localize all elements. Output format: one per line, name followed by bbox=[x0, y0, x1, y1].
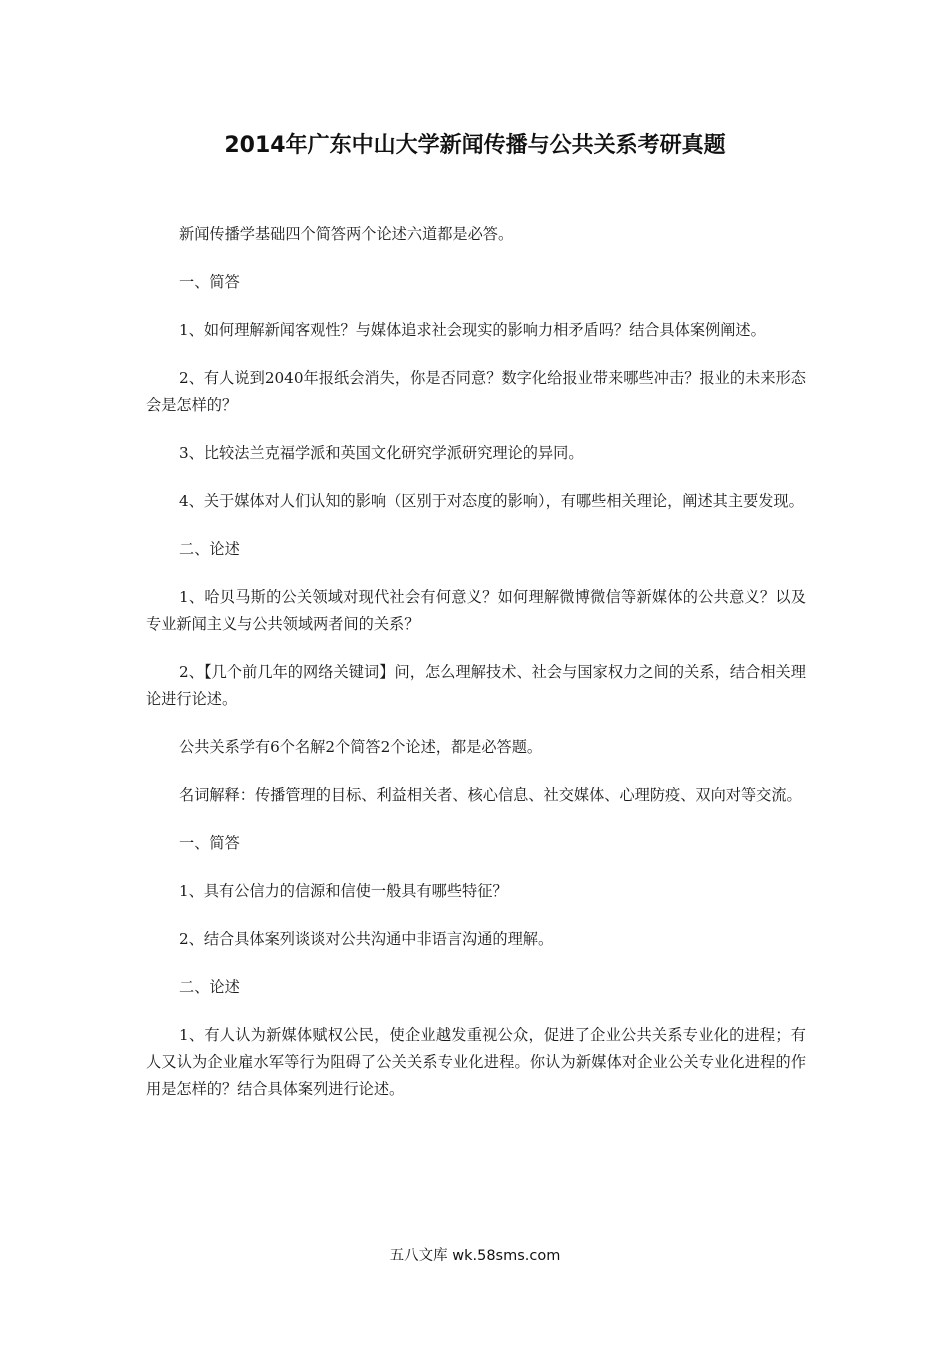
question-paragraph: 1、有人认为新媒体赋权公民，使企业越发重视公众，促进了企业公共关系专业化的进程；有人又认为企业雇水军等行为阻碍了公关关系专业化进程。你认为新媒体对企业公关专业化进程的作用是怎样的？结合具体案列进行论述。 bbox=[146, 1026, 806, 1098]
section-heading-essay: 二、论述 bbox=[179, 978, 240, 996]
section-heading-short-answer: 一、简答 bbox=[179, 834, 240, 852]
paragraph-intro: 新闻传播学基础四个简答两个论述六道都是必答。 bbox=[179, 225, 514, 243]
question-paragraph: 1、哈贝马斯的公关领域对现代社会有何意义？如何理解微博微信等新媒体的公共意义？以及专业新闻主义与公共领域两者间的关系？ bbox=[146, 588, 806, 633]
document-title: 2014年广东中山大学新闻传播与公共关系考研真题 bbox=[224, 133, 726, 158]
question-paragraph: 1、具有公信力的信源和信使一般具有哪些特征？ bbox=[179, 882, 508, 900]
question-paragraph: 4、关于媒体对人们认知的影响（区别于对态度的影响），有哪些相关理论，阐述其主要发现。 bbox=[179, 492, 804, 510]
section-heading-short-answer: 一、简答 bbox=[179, 273, 240, 291]
paragraph-term-definitions: 名词解释：传播管理的目标、利益相关者、核心信息、社交媒体、心理防疫、双向对等交流。 bbox=[179, 786, 802, 804]
question-paragraph: 1、如何理解新闻客观性？与媒体追求社会现实的影响力相矛盾吗？结合具体案例阐述。 bbox=[179, 321, 766, 339]
section-heading-essay: 二、论述 bbox=[179, 540, 240, 558]
question-paragraph: 3、比较法兰克福学派和英国文化研究学派研究理论的异同。 bbox=[179, 444, 584, 462]
page-footer: 五八文库 wk.58sms.com bbox=[389, 1248, 561, 1264]
paragraph-pr-intro: 公共关系学有6个名解2个简答2个论述，都是必答题。 bbox=[179, 738, 543, 756]
question-paragraph: 2、结合具体案列谈谈对公共沟通中非语言沟通的理解。 bbox=[179, 930, 554, 948]
question-paragraph: 2、有人说到2040年报纸会消失，你是否同意？数字化给报业带来哪些冲击？报业的未来形态会是怎样的？ bbox=[146, 369, 806, 414]
document-body bbox=[146, 221, 806, 1124]
question-paragraph: 2、【几个前几年的网络关键词】问，怎么理解技术、社会与国家权力之间的关系，结合相关理论进行论述。 bbox=[146, 663, 806, 708]
